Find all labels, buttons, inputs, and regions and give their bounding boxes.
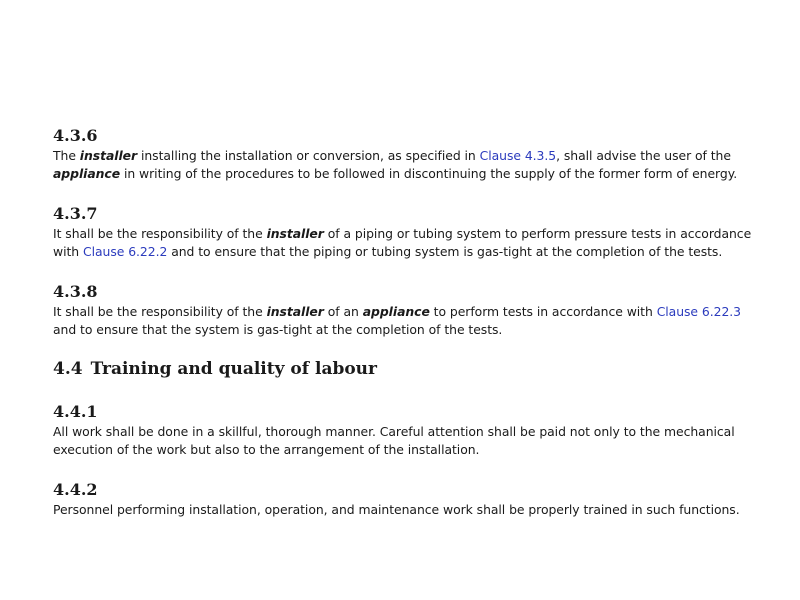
clause-number: 4.3.6 xyxy=(53,126,98,145)
defined-term-installer: installer xyxy=(266,226,324,241)
text-run: to perform tests in accordance with xyxy=(429,304,657,319)
text-run: of an xyxy=(323,304,363,319)
defined-term-installer: installer xyxy=(79,148,138,163)
clause-6-22-2-link[interactable]: Clause 6.22.2 xyxy=(82,244,168,259)
clause-4-3-5-link[interactable]: Clause 4.3.5 xyxy=(479,148,557,163)
clause-4-4-2 xyxy=(53,480,753,519)
section-title: Training and quality of labour xyxy=(90,359,377,379)
clause-text xyxy=(53,225,753,261)
clause-4-3-6 xyxy=(53,126,753,183)
defined-term-appliance: appliance xyxy=(362,304,430,319)
clause-4-3-8 xyxy=(53,282,753,339)
clause-number: 4.4.2 xyxy=(53,480,98,499)
text-run: of a piping or tubing system to perform pressure tests in accordance with xyxy=(53,226,752,259)
text-run: in writing of the procedures to be followed in discontinuing the supply of the former form of energy. xyxy=(120,166,738,181)
defined-term-appliance: appliance xyxy=(53,166,121,181)
defined-term-installer: installer xyxy=(266,304,324,319)
text-run: and to ensure that the system is gas-tight at the completion of the tests. xyxy=(53,322,503,337)
text-run: installing the installation or conversion, as specified in xyxy=(137,148,480,163)
text-run: The xyxy=(53,148,80,163)
clause-4-4-1 xyxy=(53,402,753,459)
clause-text xyxy=(53,303,753,339)
clause-6-22-3-link[interactable]: Clause 6.22.3 xyxy=(656,304,742,319)
text-run: and to ensure that the piping or tubing system is gas-tight at the completion of the tests. xyxy=(167,244,723,259)
section-number: 4.4 xyxy=(53,359,83,379)
clause-text: All work shall be done in a skillful, thorough manner. Careful attention shall be paid not only to the mechanical execution of the work but also to the arrangement of the installation. xyxy=(53,424,735,457)
clause-text: Personnel performing installation, operation, and maintenance work shall be properly trained in such functions. xyxy=(53,502,740,517)
text-run: It shall be the responsibility of the xyxy=(53,226,267,241)
clause-text xyxy=(53,147,753,183)
clause-number: 4.4.1 xyxy=(53,402,98,421)
document-page xyxy=(53,126,753,540)
clause-4-3-7 xyxy=(53,204,753,261)
clause-number: 4.3.8 xyxy=(53,282,98,301)
clause-number: 4.3.7 xyxy=(53,204,98,223)
text-run: It shall be the responsibility of the xyxy=(53,304,267,319)
text-run: , shall advise the user of the xyxy=(556,148,731,163)
section-heading xyxy=(53,358,753,380)
